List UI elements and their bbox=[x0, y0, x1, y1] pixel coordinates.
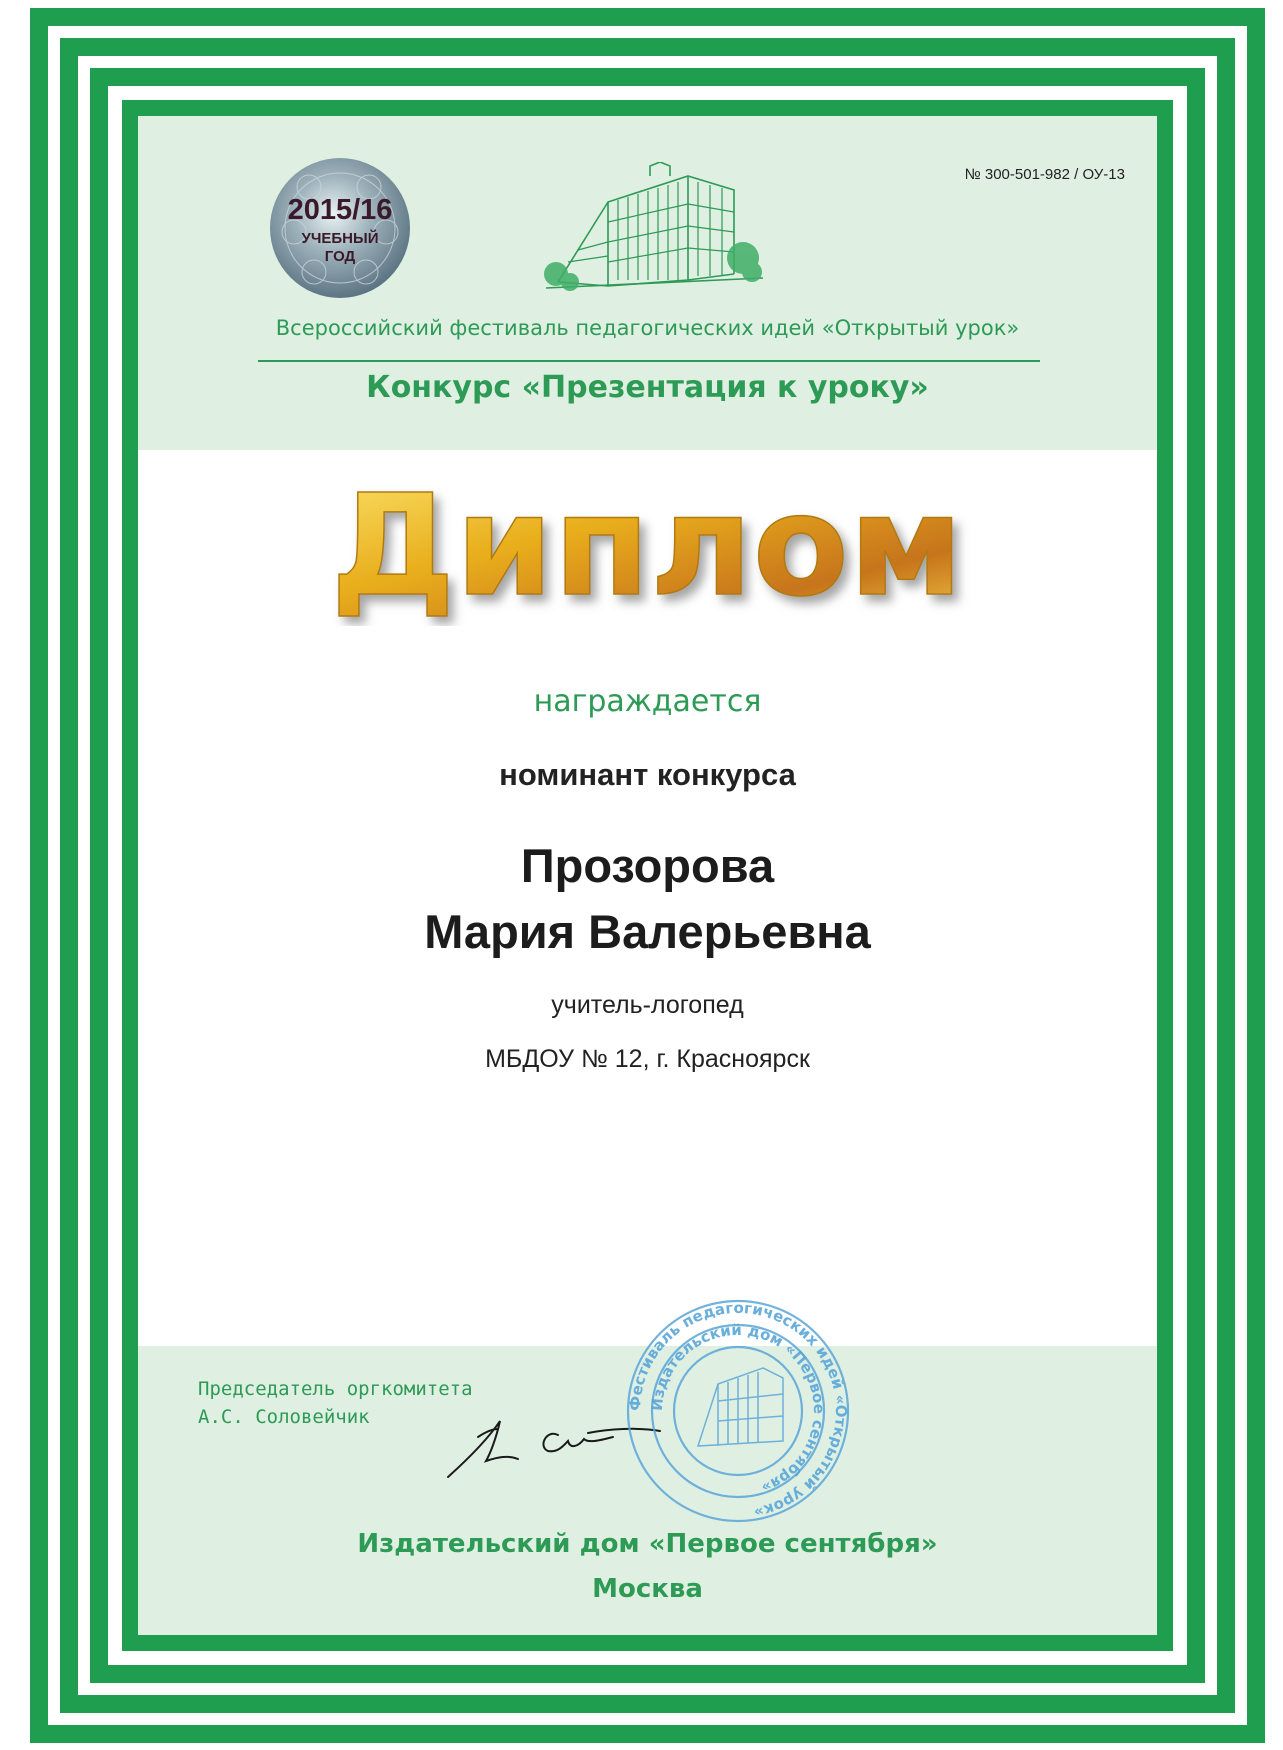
awarded-label: награждается bbox=[533, 684, 762, 719]
stamp-inner-text: Издательский дом «Первое сентября» bbox=[647, 1320, 829, 1497]
hologram-year: 2015/16 bbox=[287, 194, 393, 226]
recipient-position: учитель-логопед bbox=[551, 991, 744, 1019]
recipient-school: МБДОУ № 12, г. Красноярск bbox=[485, 1045, 810, 1073]
publisher-name: Издательский дом «Первое сентября» bbox=[357, 1529, 938, 1559]
hologram-caption: УЧЕБНЫЙ bbox=[301, 230, 379, 247]
chair-name: А.С. Соловейчик bbox=[198, 1406, 370, 1428]
hologram-sticker bbox=[269, 157, 411, 299]
nominee-label: номинант конкурса bbox=[499, 757, 796, 792]
recipient-given-names: Мария Валерьевна bbox=[424, 905, 871, 958]
document-number: № 300-501-982 / ОУ-13 bbox=[964, 166, 1125, 183]
organization-stamp bbox=[623, 1296, 853, 1526]
svg-text:Диплом: Диплом bbox=[330, 465, 964, 626]
stamp-outer-text: Фестиваль педагогических идей «Открытый урок» bbox=[625, 1298, 851, 1522]
building-illustration bbox=[538, 162, 768, 304]
publisher-city: Москва bbox=[592, 1574, 703, 1604]
svg-text:ГОД: ГОД bbox=[324, 248, 356, 265]
diploma-title bbox=[138, 456, 1157, 626]
festival-divider bbox=[258, 360, 1040, 362]
chair-title: Председатель оргкомитета bbox=[198, 1378, 473, 1400]
contest-title: Конкурс «Презентация к уроку» bbox=[366, 370, 929, 405]
diploma-sheet bbox=[138, 116, 1157, 1635]
festival-title: Всероссийский фестиваль педагогических идей «Открытый урок» bbox=[275, 316, 1020, 340]
recipient-surname: Прозорова bbox=[520, 839, 775, 892]
